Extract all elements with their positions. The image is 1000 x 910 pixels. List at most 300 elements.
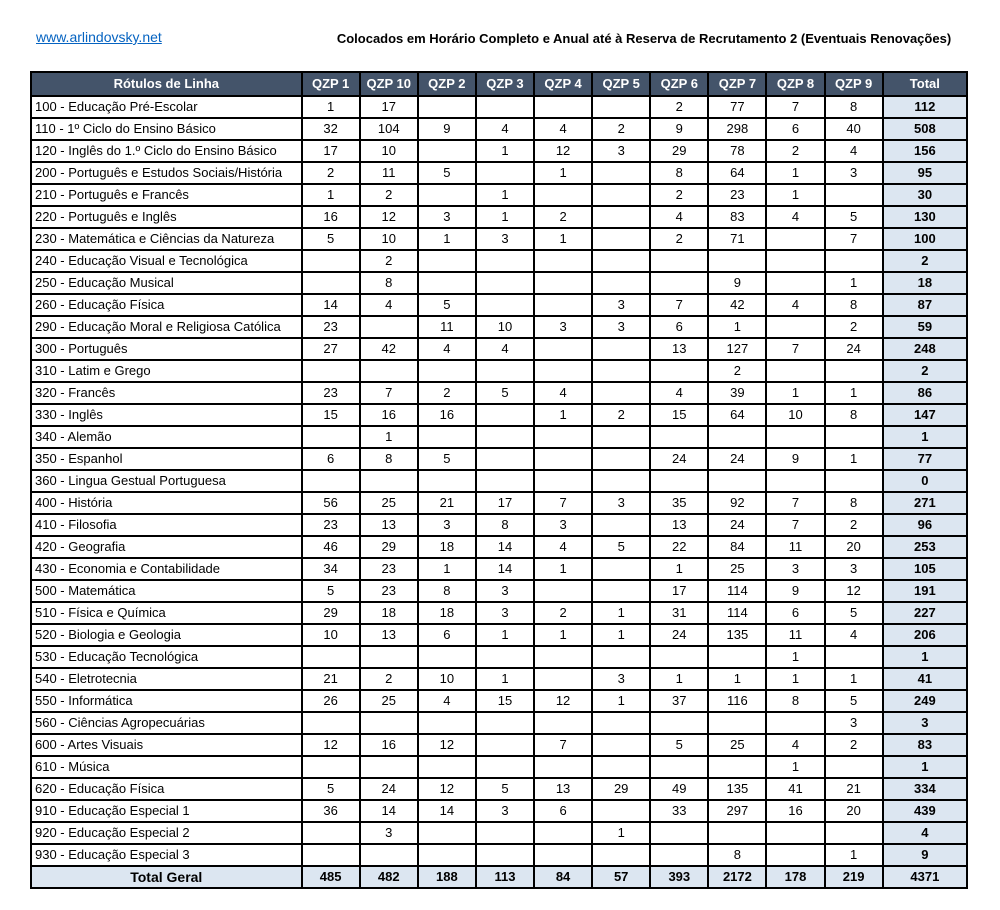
table-row	[31, 734, 967, 756]
value-cell: 5	[302, 580, 360, 602]
value-cell: 1	[592, 602, 650, 624]
column-header-cell: QZP 3	[476, 72, 534, 96]
table-row	[31, 360, 967, 382]
value-cell: 3	[476, 228, 534, 250]
value-cell: 24	[650, 448, 708, 470]
value-cell: 15	[650, 404, 708, 426]
column-header-cell: Total	[883, 72, 967, 96]
value-cell	[708, 426, 766, 448]
value-cell: 18	[418, 536, 476, 558]
value-cell	[592, 162, 650, 184]
value-cell: 15	[302, 404, 360, 426]
value-cell: 3	[360, 822, 418, 844]
table-row	[31, 800, 967, 822]
value-cell	[534, 294, 592, 316]
value-cell: 8	[825, 404, 883, 426]
value-cell: 2	[534, 602, 592, 624]
value-cell: 1	[592, 690, 650, 712]
value-cell	[476, 734, 534, 756]
value-cell: 5	[476, 778, 534, 800]
value-cell: 4	[825, 624, 883, 646]
value-cell: 14	[476, 558, 534, 580]
table-row	[31, 624, 967, 646]
value-cell	[534, 184, 592, 206]
value-cell: 16	[766, 800, 824, 822]
value-cell: 116	[708, 690, 766, 712]
value-cell: 1	[476, 624, 534, 646]
row-total-cell: 1	[883, 646, 967, 668]
row-total-cell: 4	[883, 822, 967, 844]
value-cell: 127	[708, 338, 766, 360]
value-cell: 2	[708, 360, 766, 382]
value-cell: 84	[708, 536, 766, 558]
table-row	[31, 470, 967, 492]
value-cell	[650, 822, 708, 844]
value-cell: 9	[418, 118, 476, 140]
row-label-cell: 360 - Lingua Gestual Portuguesa	[31, 470, 302, 492]
value-cell	[302, 272, 360, 294]
value-cell: 12	[360, 206, 418, 228]
value-cell: 4	[534, 382, 592, 404]
value-cell	[476, 756, 534, 778]
row-label-cell: 350 - Espanhol	[31, 448, 302, 470]
value-cell: 4	[825, 140, 883, 162]
value-cell: 46	[302, 536, 360, 558]
row-label-cell: 200 - Português e Estudos Sociais/História	[31, 162, 302, 184]
value-cell: 4	[418, 338, 476, 360]
value-cell	[476, 470, 534, 492]
value-cell	[592, 580, 650, 602]
value-cell	[360, 712, 418, 734]
value-cell	[534, 580, 592, 602]
table-row	[31, 756, 967, 778]
value-cell: 49	[650, 778, 708, 800]
value-cell: 11	[766, 624, 824, 646]
value-cell: 5	[825, 690, 883, 712]
value-cell: 5	[302, 228, 360, 250]
table-row	[31, 690, 967, 712]
value-cell: 3	[825, 162, 883, 184]
value-cell	[476, 822, 534, 844]
value-cell: 7	[360, 382, 418, 404]
value-cell: 6	[302, 448, 360, 470]
value-cell	[476, 426, 534, 448]
value-cell: 78	[708, 140, 766, 162]
value-cell: 1	[766, 668, 824, 690]
value-cell: 27	[302, 338, 360, 360]
value-cell: 29	[592, 778, 650, 800]
value-cell	[766, 272, 824, 294]
value-cell: 40	[825, 118, 883, 140]
value-cell: 1	[476, 140, 534, 162]
value-cell: 12	[534, 140, 592, 162]
value-cell: 4	[418, 690, 476, 712]
table-row	[31, 316, 967, 338]
value-cell	[708, 470, 766, 492]
value-cell	[476, 646, 534, 668]
value-cell	[476, 294, 534, 316]
value-cell	[766, 470, 824, 492]
value-cell: 3	[825, 712, 883, 734]
row-total-cell: 83	[883, 734, 967, 756]
value-cell	[534, 338, 592, 360]
value-cell: 2	[825, 734, 883, 756]
row-total-cell: 105	[883, 558, 967, 580]
table-row	[31, 536, 967, 558]
value-cell: 16	[360, 404, 418, 426]
row-label-cell: 410 - Filosofia	[31, 514, 302, 536]
table-row	[31, 822, 967, 844]
site-link[interactable]: www.arlindovsky.net	[36, 29, 162, 45]
value-cell: 23	[360, 580, 418, 602]
value-cell	[592, 228, 650, 250]
grand-total-value-cell: 393	[650, 866, 708, 888]
row-label-cell: 400 - História	[31, 492, 302, 514]
value-cell: 10	[360, 228, 418, 250]
value-cell: 77	[708, 96, 766, 118]
value-cell: 1	[534, 162, 592, 184]
row-total-cell: 59	[883, 316, 967, 338]
value-cell: 135	[708, 778, 766, 800]
value-cell	[592, 514, 650, 536]
value-cell: 1	[476, 184, 534, 206]
value-cell	[302, 470, 360, 492]
value-cell: 3	[476, 580, 534, 602]
value-cell: 297	[708, 800, 766, 822]
value-cell	[592, 250, 650, 272]
value-cell: 8	[360, 272, 418, 294]
value-cell	[825, 756, 883, 778]
value-cell: 12	[825, 580, 883, 602]
value-cell: 10	[766, 404, 824, 426]
value-cell	[418, 250, 476, 272]
value-cell: 8	[825, 96, 883, 118]
row-label-cell: 250 - Educação Musical	[31, 272, 302, 294]
value-cell: 3	[592, 668, 650, 690]
row-label-cell: 230 - Matemática e Ciências da Natureza	[31, 228, 302, 250]
value-cell: 23	[302, 382, 360, 404]
value-cell: 9	[766, 448, 824, 470]
value-cell: 8	[825, 492, 883, 514]
value-cell: 1	[534, 404, 592, 426]
row-label-cell: 210 - Português e Francês	[31, 184, 302, 206]
value-cell	[476, 360, 534, 382]
value-cell	[534, 250, 592, 272]
row-label-cell: 110 - 1º Ciclo do Ensino Básico	[31, 118, 302, 140]
row-total-cell: 96	[883, 514, 967, 536]
value-cell	[476, 250, 534, 272]
value-cell: 5	[302, 778, 360, 800]
value-cell: 3	[476, 800, 534, 822]
row-total-cell: 41	[883, 668, 967, 690]
value-cell	[476, 844, 534, 866]
value-cell: 2	[592, 404, 650, 426]
value-cell: 12	[418, 778, 476, 800]
value-cell: 5	[476, 382, 534, 404]
value-cell	[825, 470, 883, 492]
value-cell	[360, 360, 418, 382]
value-cell: 21	[825, 778, 883, 800]
value-cell: 17	[360, 96, 418, 118]
value-cell	[360, 844, 418, 866]
row-label-cell: 310 - Latim e Grego	[31, 360, 302, 382]
pivot-table	[30, 71, 968, 889]
value-cell	[418, 712, 476, 734]
value-cell	[534, 470, 592, 492]
row-label-cell: 550 - Informática	[31, 690, 302, 712]
value-cell: 7	[766, 492, 824, 514]
value-cell: 13	[534, 778, 592, 800]
value-cell: 1	[766, 646, 824, 668]
value-cell	[534, 712, 592, 734]
value-cell	[650, 470, 708, 492]
value-cell	[534, 844, 592, 866]
table-row	[31, 206, 967, 228]
grand-total-value-cell: 178	[766, 866, 824, 888]
grand-total-value-cell: 113	[476, 866, 534, 888]
header-row	[31, 72, 967, 96]
row-label-cell: 930 - Educação Especial 3	[31, 844, 302, 866]
row-total-cell: 248	[883, 338, 967, 360]
value-cell	[592, 426, 650, 448]
value-cell: 1	[825, 272, 883, 294]
value-cell: 1	[302, 96, 360, 118]
value-cell	[476, 404, 534, 426]
table-row	[31, 580, 967, 602]
row-total-cell: 3	[883, 712, 967, 734]
value-cell: 4	[476, 118, 534, 140]
value-cell	[592, 470, 650, 492]
table-row	[31, 448, 967, 470]
value-cell	[708, 712, 766, 734]
value-cell	[650, 844, 708, 866]
value-cell	[592, 558, 650, 580]
value-cell: 3	[592, 140, 650, 162]
value-cell: 3	[418, 514, 476, 536]
grand-total-row	[31, 866, 967, 888]
grand-total-value-cell: 2172	[708, 866, 766, 888]
value-cell	[302, 360, 360, 382]
value-cell: 1	[825, 382, 883, 404]
value-cell	[650, 360, 708, 382]
value-cell: 5	[418, 162, 476, 184]
value-cell	[766, 316, 824, 338]
value-cell: 1	[534, 624, 592, 646]
value-cell: 24	[360, 778, 418, 800]
grand-total-value-cell: 482	[360, 866, 418, 888]
value-cell: 64	[708, 404, 766, 426]
value-cell: 92	[708, 492, 766, 514]
row-label-cell: 610 - Música	[31, 756, 302, 778]
value-cell	[825, 646, 883, 668]
column-header-cell: QZP 2	[418, 72, 476, 96]
value-cell: 2	[360, 184, 418, 206]
value-cell: 2	[302, 162, 360, 184]
value-cell	[592, 206, 650, 228]
table-row	[31, 426, 967, 448]
value-cell	[650, 426, 708, 448]
row-label-cell: 560 - Ciências Agropecuárias	[31, 712, 302, 734]
row-labels-header-cell: Rótulos de Linha	[31, 72, 302, 96]
value-cell: 1	[476, 206, 534, 228]
value-cell: 7	[534, 492, 592, 514]
value-cell: 12	[302, 734, 360, 756]
value-cell: 2	[592, 118, 650, 140]
value-cell: 20	[825, 800, 883, 822]
row-total-cell: 30	[883, 184, 967, 206]
value-cell: 4	[650, 206, 708, 228]
value-cell	[592, 646, 650, 668]
value-cell: 8	[418, 580, 476, 602]
table-row	[31, 558, 967, 580]
row-total-cell: 191	[883, 580, 967, 602]
value-cell: 23	[708, 184, 766, 206]
value-cell	[360, 756, 418, 778]
table-row	[31, 118, 967, 140]
value-cell: 6	[534, 800, 592, 822]
value-cell	[766, 228, 824, 250]
table-row	[31, 162, 967, 184]
value-cell	[650, 250, 708, 272]
value-cell	[418, 756, 476, 778]
value-cell	[418, 822, 476, 844]
value-cell: 3	[825, 558, 883, 580]
value-cell: 5	[592, 536, 650, 558]
value-cell	[708, 646, 766, 668]
value-cell	[708, 756, 766, 778]
value-cell: 21	[418, 492, 476, 514]
row-total-cell: 86	[883, 382, 967, 404]
value-cell	[476, 448, 534, 470]
value-cell	[418, 426, 476, 448]
row-total-cell: 1	[883, 756, 967, 778]
value-cell	[360, 470, 418, 492]
table-row	[31, 844, 967, 866]
row-total-cell: 334	[883, 778, 967, 800]
value-cell	[825, 426, 883, 448]
row-label-cell: 520 - Biologia e Geologia	[31, 624, 302, 646]
value-cell: 39	[708, 382, 766, 404]
column-header-cell: QZP 10	[360, 72, 418, 96]
value-cell	[302, 426, 360, 448]
value-cell	[825, 250, 883, 272]
value-cell: 13	[650, 514, 708, 536]
value-cell: 5	[825, 206, 883, 228]
row-label-cell: 260 - Educação Física	[31, 294, 302, 316]
value-cell	[766, 250, 824, 272]
value-cell: 12	[418, 734, 476, 756]
row-label-cell: 120 - Inglês do 1.º Ciclo do Ensino Básico	[31, 140, 302, 162]
value-cell	[476, 162, 534, 184]
row-total-cell: 87	[883, 294, 967, 316]
value-cell: 2	[360, 668, 418, 690]
value-cell: 104	[360, 118, 418, 140]
value-cell: 5	[418, 294, 476, 316]
value-cell: 3	[534, 514, 592, 536]
value-cell	[825, 184, 883, 206]
value-cell	[418, 470, 476, 492]
row-total-cell: 439	[883, 800, 967, 822]
value-cell	[766, 360, 824, 382]
table-row	[31, 778, 967, 800]
value-cell: 29	[302, 602, 360, 624]
table-row	[31, 404, 967, 426]
topbar	[0, 0, 1000, 71]
value-cell: 2	[534, 206, 592, 228]
row-label-cell: 300 - Português	[31, 338, 302, 360]
grand-total-value-cell: 485	[302, 866, 360, 888]
value-cell: 12	[534, 690, 592, 712]
row-total-cell: 77	[883, 448, 967, 470]
value-cell: 3	[592, 316, 650, 338]
row-total-cell: 249	[883, 690, 967, 712]
value-cell	[766, 844, 824, 866]
value-cell: 8	[825, 294, 883, 316]
value-cell: 14	[418, 800, 476, 822]
value-cell: 42	[708, 294, 766, 316]
value-cell: 1	[766, 756, 824, 778]
value-cell: 3	[592, 294, 650, 316]
value-cell: 56	[302, 492, 360, 514]
value-cell: 71	[708, 228, 766, 250]
value-cell: 2	[360, 250, 418, 272]
value-cell: 3	[534, 316, 592, 338]
value-cell	[534, 426, 592, 448]
value-cell: 9	[708, 272, 766, 294]
row-label-cell: 220 - Português e Inglês	[31, 206, 302, 228]
value-cell	[766, 426, 824, 448]
value-cell: 8	[650, 162, 708, 184]
value-cell	[302, 646, 360, 668]
row-total-cell: 227	[883, 602, 967, 624]
value-cell: 1	[592, 624, 650, 646]
value-cell: 1	[476, 668, 534, 690]
value-cell: 1	[592, 822, 650, 844]
row-label-cell: 330 - Inglês	[31, 404, 302, 426]
value-cell: 1	[418, 558, 476, 580]
value-cell: 10	[418, 668, 476, 690]
value-cell: 13	[650, 338, 708, 360]
value-cell: 8	[708, 844, 766, 866]
value-cell: 4	[476, 338, 534, 360]
table-row	[31, 184, 967, 206]
table-row	[31, 250, 967, 272]
grand-total-label-cell: Total Geral	[31, 866, 302, 888]
value-cell	[766, 822, 824, 844]
table-row	[31, 382, 967, 404]
value-cell: 15	[476, 690, 534, 712]
value-cell: 2	[825, 514, 883, 536]
value-cell: 41	[766, 778, 824, 800]
table-row	[31, 646, 967, 668]
value-cell: 13	[360, 624, 418, 646]
value-cell: 5	[650, 734, 708, 756]
value-cell	[592, 360, 650, 382]
value-cell	[476, 96, 534, 118]
table-row	[31, 514, 967, 536]
column-header-cell: QZP 9	[825, 72, 883, 96]
value-cell	[534, 646, 592, 668]
value-cell	[592, 712, 650, 734]
value-cell: 4	[766, 294, 824, 316]
row-label-cell: 540 - Eletrotecnia	[31, 668, 302, 690]
row-label-cell: 910 - Educação Especial 1	[31, 800, 302, 822]
value-cell: 25	[360, 690, 418, 712]
value-cell: 16	[360, 734, 418, 756]
value-cell: 10	[360, 140, 418, 162]
value-cell: 7	[534, 734, 592, 756]
row-total-cell: 253	[883, 536, 967, 558]
